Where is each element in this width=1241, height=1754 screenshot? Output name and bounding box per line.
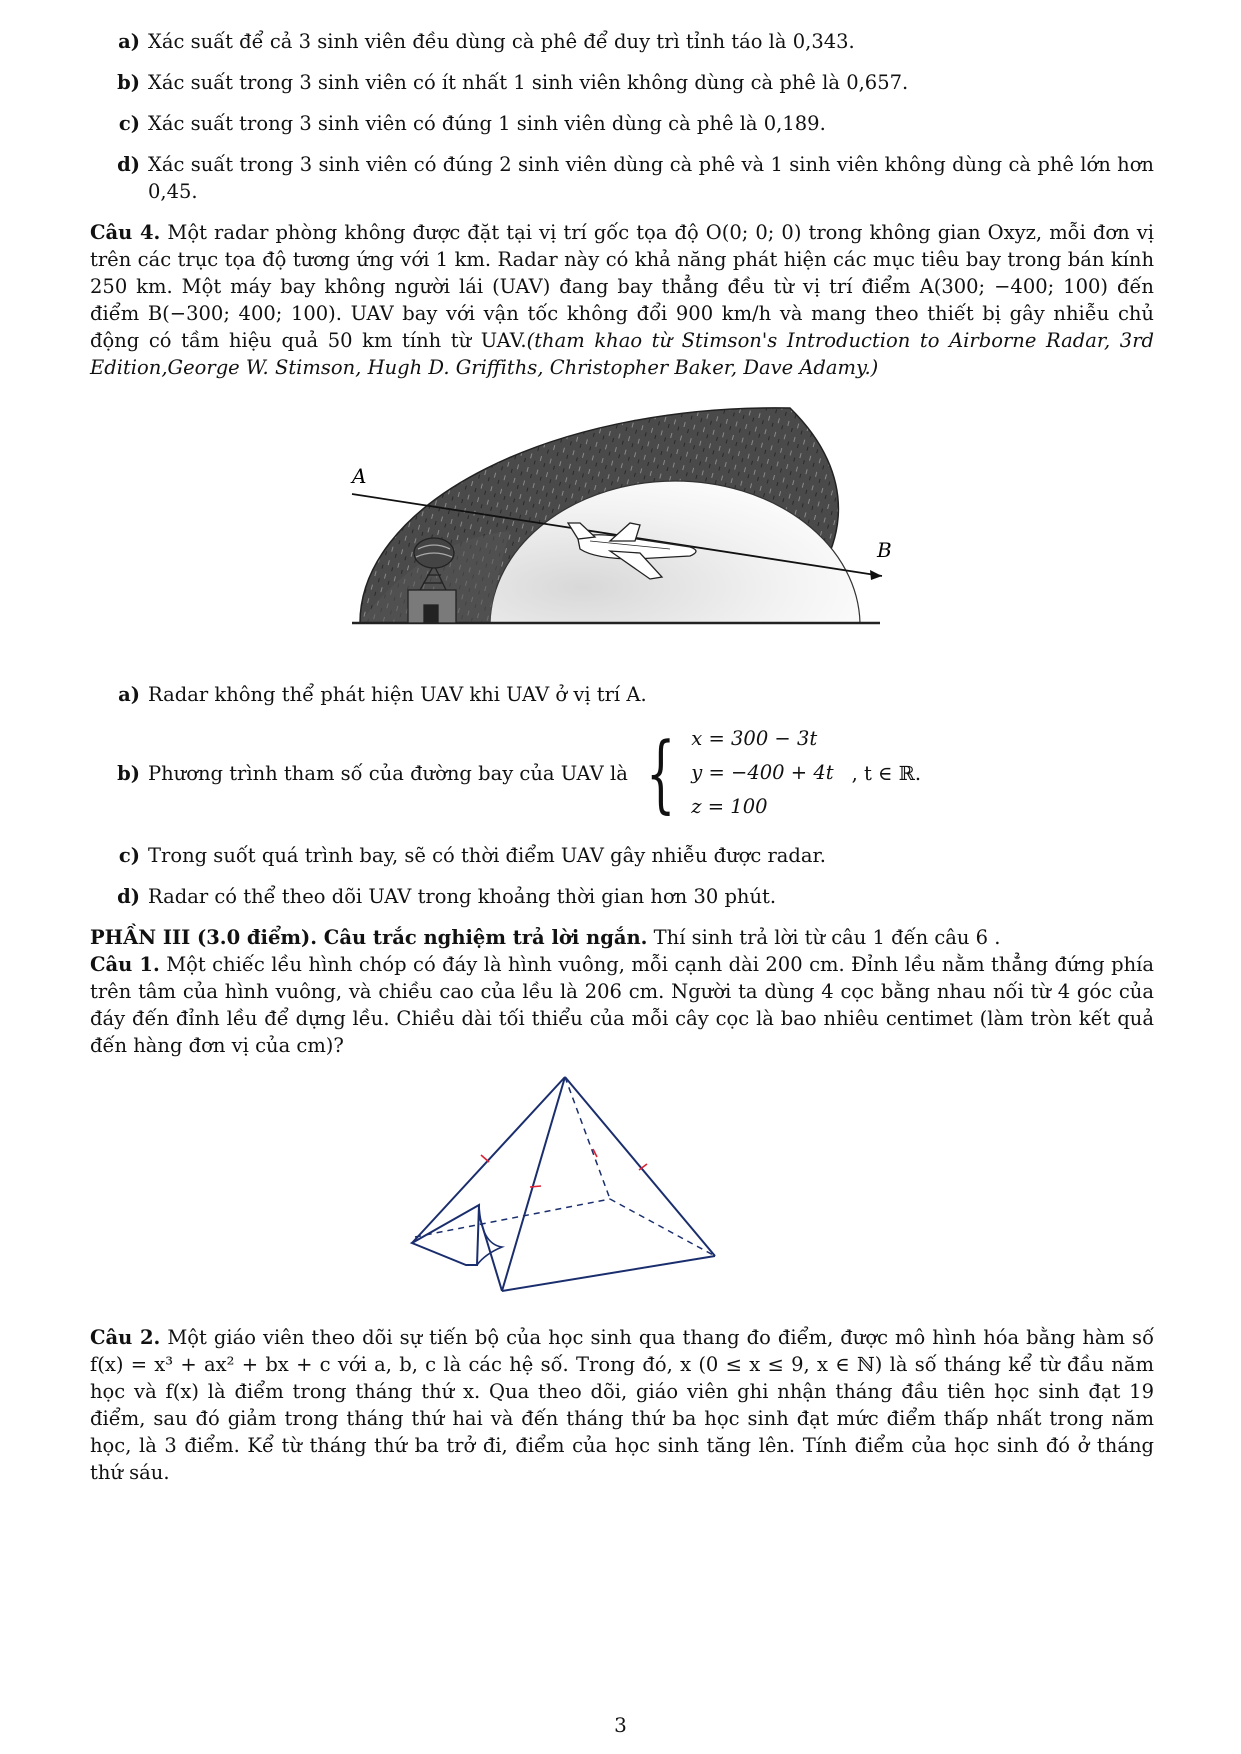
option-text: Phương trình tham số của đường bay của UAV là — [148, 761, 628, 785]
question-citation: (tham khao từ Stimson's Introduction to Airborne Radar, 3rd Edition,George W. Stimson, Hugh D. Griffiths, Christopher Baker, Dave Adamy.) — [90, 329, 1154, 379]
question-heading: Câu 4. — [90, 221, 161, 244]
equation-y: y = −400 + 4t — [691, 761, 834, 784]
equation-z: z = 100 — [691, 795, 768, 818]
question-1 — [90, 951, 1154, 1059]
option-b — [110, 69, 1154, 96]
edge-base-back — [610, 1199, 715, 1256]
option-text: Trong suốt quá trình bay, sẽ có thời điểm UAV gây nhiễu được radar. — [148, 844, 826, 867]
question-2 — [90, 1324, 1154, 1486]
question-heading: Câu 1. — [90, 953, 160, 976]
question-heading: Câu 2. — [90, 1326, 161, 1349]
option-text: Xác suất trong 3 sinh viên có đúng 1 sinh viên dùng cà phê là 0,189. — [148, 112, 826, 135]
q4-option-d — [110, 883, 1154, 910]
option-label: d) — [117, 153, 140, 176]
option-text: Radar không thể phát hiện UAV khi UAV ở vị trí A. — [148, 683, 647, 706]
edge-apex-front — [502, 1077, 565, 1291]
option-label: b) — [117, 761, 140, 785]
option-text: Xác suất trong 3 sinh viên có đúng 2 sinh viên dùng cà phê và 1 sinh viên không dùng cà phê lớn hơn 0,45. — [148, 153, 1154, 203]
option-label: c) — [118, 844, 140, 867]
question-4 — [90, 219, 1154, 381]
option-text: Xác suất trong 3 sinh viên có ít nhất 1 sinh viên không dùng cà phê là 0,657. — [148, 71, 909, 94]
option-label: a) — [118, 30, 140, 53]
page-number: 3 — [614, 1713, 627, 1737]
tent-flap — [412, 1205, 479, 1265]
option-text: Xác suất để cả 3 sinh viên đều dùng cà phê để duy trì tỉnh táo là 0,343. — [148, 30, 855, 53]
edge-apex-back — [565, 1077, 610, 1199]
parametric-equations — [691, 722, 833, 824]
pyramid-diagram — [90, 1069, 1154, 1324]
pyramid-figure — [90, 1069, 1154, 1324]
option-label: a) — [118, 683, 140, 706]
question-body: Một radar phòng không được đặt tại vị trí gốc tọa độ O(0; 0; 0) trong không gian Oxyz, mỗi đơn vị trên các trục tọa độ tương ứng với 1 km. Radar này có khả năng phát hiện các mục tiêu bay trong bán kính 250 km. Một máy bay không người lái (UAV) đang bay thẳng đều từ vị trí điểm A(300; −400; 100) đến điểm B(−300; 400; 100). UAV bay với vận tốc không đổi 900 km/h và mang theo thiết bị gây nhiễu chủ động có tầm hiệu quả 50 km tính từ UAV. — [90, 221, 1154, 352]
option-label: c) — [118, 112, 140, 135]
part-3-header — [90, 924, 1154, 951]
q4-option-c — [110, 842, 1154, 869]
point-b-label: B — [877, 538, 892, 562]
edge-apex-left — [412, 1077, 565, 1243]
prev-question-options — [90, 28, 1154, 205]
option-a — [110, 28, 1154, 55]
equation-x: x = 300 − 3t — [691, 727, 818, 750]
question-body: Một chiếc lều hình chóp có đáy là hình vuông, mỗi cạnh dài 200 cm. Đỉnh lều nằm thẳng đứng phía trên tâm của hình vuông, và chiều cao của lều là 206 cm. Người ta dùng 4 cọc bằng nhau nối từ 4 góc của đáy đến đỉnh lều để dựng lều. Chiều dài tối thiểu của mỗi cây cọc là bao nhiêu centimet (làm tròn kết quả đến hàng đơn vị của cm)? — [90, 953, 1154, 1057]
part-heading: PHẦN III (3.0 điểm). Câu trắc nghiệm trả lời ngắn. — [90, 926, 648, 949]
edge-base-left — [415, 1199, 610, 1237]
option-label: b) — [117, 71, 140, 94]
edge-apex-right — [565, 1077, 715, 1256]
radar-figure — [90, 391, 1154, 681]
option-text: Radar có thể theo dõi UAV trong khoảng thời gian hơn 30 phút. — [148, 885, 777, 908]
q4-option-b — [110, 722, 1154, 824]
brace-symbol: { — [645, 724, 676, 822]
equation-suffix: , t ∈ ℝ. — [851, 761, 922, 785]
edge-base-front — [502, 1256, 715, 1291]
question-body: Một giáo viên theo dõi sự tiến bộ của học sinh qua thang đo điểm, được mô hình hóa bằng hàm số f(x) = x³ + ax² + bx + c với a, b, c là các hệ số. Trong đó, x (0 ≤ x ≤ 9, x ∈ ℕ) là số tháng kể từ đầu năm học và f(x) là điểm trong tháng thứ x. Qua theo dõi, giáo viên ghi nhận tháng đầu tiên học sinh đạt 19 điểm, sau đó giảm trong tháng thứ hai và đến tháng thứ ba học sinh đạt mức điểm thấp nhất trong năm học, là 3 điểm. Kể từ tháng thứ ba trở đi, điểm của học sinh tăng lên. Tính điểm của học sinh đó ở tháng thứ sáu. — [90, 1326, 1154, 1484]
exam-page — [90, 28, 1154, 1496]
option-label: d) — [117, 885, 140, 908]
option-d — [110, 151, 1154, 205]
part-instruction: Thí sinh trả lời từ câu 1 đến câu 6 . — [653, 926, 1001, 949]
radar-diagram — [90, 391, 1154, 681]
q4-option-a — [110, 681, 1154, 708]
point-a-label: A — [352, 464, 367, 488]
option-c — [110, 110, 1154, 137]
